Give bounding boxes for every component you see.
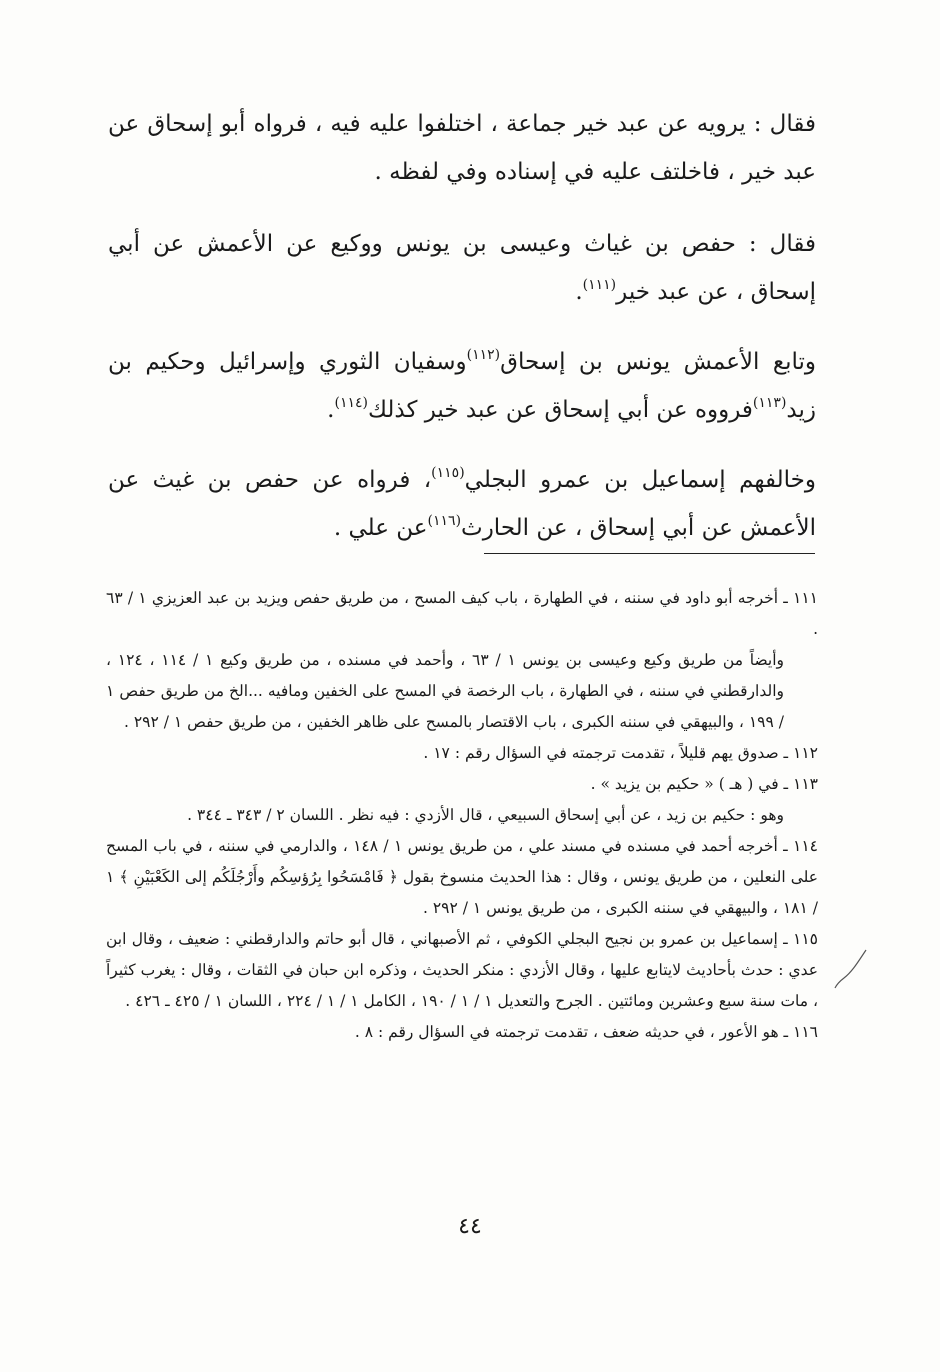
footnote-ref-115: (١١٥) (431, 465, 465, 481)
footnote-111-continued: وأيضاً من طريق وكيع وعيسى بن يونس ١ / ٦٣ ، وأحمد في مسنده ، من طريق وكيع ١ / ١١٤ ، ١٢٤ ، والدارقطني في سننه ، في الطهارة ، باب الرخصة في المسح على الخفين ومافيه ...الخ من طريق حفص ١ / ١٩٩ ، والبيهقي في سننه الكبرى ، باب الاقتصار بالمسح على ظاهر الخفين ، من طريق حفص ١ / ٢٩٢ . (106, 651, 785, 731)
footnote-115: ١١٥ ـ إسماعيل بن عمرو بن نجيح البجلي الكوفي ، ثم الأصبهاني ، قال أبو حاتم والدارقطني : ضعيف ، وقال ابن عدي : حدث بأحاديث لايتابع عليها ، وقال الأزدي : منكر الحديث ، وذكره ابن حبان في الثقات ، وقال : يغرب كثيراً ، مات سنة سبع وعشرين ومائتين . الجرح والتعديل ١ / ١ / ١٩٠ ، الكامل ١ / ١ / ٢٢٤ ، اللسان ١ / ٤٢٥ ـ ٤٢٦ . (106, 930, 818, 1010)
paragraph-3-end: . (327, 397, 335, 423)
page-number: ٤٤ (458, 1214, 482, 1239)
footnote-ref-116: (١١٦) (427, 513, 462, 529)
paragraph-3 (108, 338, 816, 434)
footnote-ref-114: (١١٤) (334, 395, 368, 411)
footnote-113-continued: وهو : حكيم بن زيد ، عن أبي إسحاق السبيعي ، قال الأزدي : فيه نظر . اللسان ٢ / ٣٤٣ ـ ٣٤٤ . (187, 806, 784, 824)
paragraph-2-end: . (575, 279, 583, 305)
paragraph-3-text-b: وسفيان الثوري وإسرائيل وحكيم بن زيد (108, 349, 816, 423)
footnote-111: ١١١ ـ أخرجه أبو داود في سننه ، في الطهارة ، باب كيف المسح ، من طريق حفص ويزيد بن عبد العزيزي ١ / ٦٣ . (106, 589, 818, 638)
paragraph-3-text-a: وتابع الأعمش يونس بن إسحاق (500, 349, 816, 375)
paragraph-4-text-c: عن علي . (333, 515, 428, 541)
paragraph-2 (108, 220, 816, 316)
footnote-ref-111: (١١١) (582, 277, 617, 293)
paragraph-1-text: فقال : يرويه عن عبد خير جماعة ، اختلفوا عليه فيه ، فرواه أبو إسحاق عن عبد خير ، فاخلتف عليه في إسناده وفي لفظه . (108, 111, 816, 185)
footnote-112: ١١٢ ـ صدوق يهم قليلاً ، تقدمت ترجمته في السؤال رقم : ١٧ . (423, 744, 818, 762)
footnote-separator (484, 553, 815, 554)
footnote-114: ١١٤ ـ أخرجه أحمد في مسنده في مسند علي ، من طريق يونس ١ / ١٤٨ ، والدارمي في سننه ، في باب المسح على النعلين ، من طريق يونس ، وقال : هذا الحديث منسوخ بقول ﴿ فَامْسَحُوا بِرُؤسِكُم وأَرْجُلَكُم إلى الكَعْبَيْنِ ﴾ ١ / ١٨١ ، والبيهقي في سننه الكبرى ، من طريق يونس ١ / ٢٩٢ . (106, 837, 818, 917)
footnotes (106, 583, 818, 1048)
paragraph-4-text-a: وخالفهم إسماعيل بن عمرو البجلي (464, 467, 817, 493)
footnote-ref-112: (١١٢) (466, 347, 501, 363)
margin-pencil-mark (832, 948, 868, 992)
paragraph-2-text: فقال : حفص بن غياث وعيسى بن يونس ووكيع عن الأعمش عن أبي إسحاق ، عن عبد خير (108, 231, 816, 305)
footnote-ref-113: (١١٣) (752, 395, 787, 411)
footnote-116: ١١٦ ـ هو الأعور ، في حديثه ضعف ، تقدمت ترجمته في السؤال رقم : ٨ . (354, 1023, 818, 1041)
paragraph-4 (108, 456, 816, 552)
paragraph-4-text-b: ، فرواه عن حفص بن غيث عن الأعمش عن أبي إسحاق ، عن الحارث (108, 467, 816, 541)
paragraph-3-text-c: فرووه عن أبي إسحاق عن عبد خير كذلك (367, 397, 753, 423)
footnote-113: ١١٣ ـ في ( هـ ) « حكيم بن يزيد » . (590, 775, 818, 793)
paragraph-1 (108, 100, 816, 196)
main-text (108, 100, 816, 574)
